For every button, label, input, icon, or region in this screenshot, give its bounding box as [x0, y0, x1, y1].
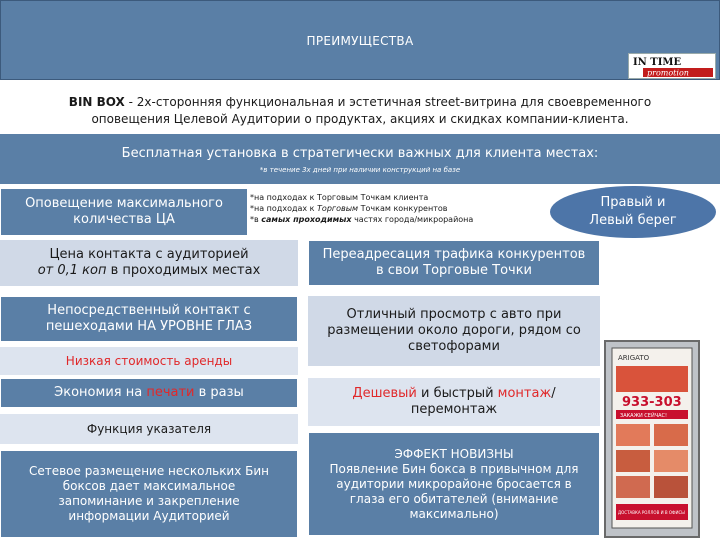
placement-notes — [250, 193, 550, 225]
logo-text-main: IN TIME — [633, 57, 682, 68]
price-line-1: Цена контакта с аудиторией — [49, 246, 249, 262]
redirect-box — [308, 240, 600, 286]
intro-text — [30, 94, 690, 128]
view-text: Отличный просмотр с авто при размещении около дороги, рядом со светофорами — [327, 306, 581, 355]
poster-footer: ДОСТАВКА РОЛЛОВ И В ОФИСЫ — [618, 510, 685, 515]
note-own-stores: *на подходах к Торговым Точкам клиента — [250, 193, 429, 202]
network-text: Сетевое размещение нескольких Бин боксов дает максимальное запоминание и закрепление информации Аудиторией — [28, 464, 270, 523]
install-fast-box — [308, 378, 600, 426]
page-title: ПРЕИМУЩЕСТВА — [306, 34, 414, 48]
novelty-box — [308, 432, 600, 536]
view-box — [308, 296, 600, 366]
note-busy-areas: *в самых проходимых частях города/микрорайона — [250, 214, 474, 224]
notify-box — [0, 188, 248, 236]
poster-brand: ARIGATO — [618, 354, 650, 362]
rent-text: Низкая стоимость аренды — [65, 353, 233, 368]
install-note: *в течение 3х дней при наличии конструкций на базе — [259, 166, 461, 174]
intro-description: - 2х-сторонняя функциональная и эстетичная street-витрина для своевременного оповещения Целевой Аудитории о продуктах, акциях и скидках компании-клиента. — [91, 95, 652, 126]
direct-contact-text: Непосредственный контакт с пешеходами НА УРОВНЕ ГЛАЗ — [45, 302, 253, 334]
poster-phone: 933-303 — [622, 395, 682, 410]
pointer-text: Функция указателя — [86, 421, 212, 436]
poster-graphic — [606, 342, 698, 536]
binbox-photo — [604, 340, 700, 538]
poster-tagline: ЗАКАЖИ СЕЙЧАС! — [620, 413, 668, 419]
note-competitors: *на подходах к Торговым Точкам конкурентов — [250, 203, 448, 213]
install-title: Бесплатная установка в стратегически важных для клиента местах: — [121, 146, 599, 161]
pointer-box — [0, 414, 298, 444]
economy-text: Экономия на печати в разы — [54, 384, 244, 400]
network-box — [0, 450, 298, 538]
river-banks-badge — [550, 186, 716, 238]
rent-box — [0, 347, 298, 375]
notify-text: Оповещение максимального количества ЦА — [25, 195, 223, 227]
brand-name: BIN BOX — [68, 95, 125, 109]
logo-text-sub: promotion — [647, 68, 689, 78]
logo-graphic — [629, 54, 716, 79]
badge-line-1: Правый и — [600, 195, 666, 211]
economy-box — [0, 378, 298, 408]
install-fast-text: Дешевый и быстрый монтаж/перемонтаж — [352, 385, 556, 417]
badge-line-2: Левый берег — [589, 213, 677, 228]
price-line-2: от 0,1 коп в проходимых местах — [37, 263, 261, 278]
redirect-text: Переадресация трафика конкурентов в свои Торговые Точки — [322, 246, 586, 278]
company-logo — [628, 53, 716, 79]
novelty-text: Появление Бин бокса в привычном для аудитории микрорайоне бросается в глаза его обитателей (внимание максимально) — [329, 461, 579, 521]
direct-contact-box — [0, 296, 298, 342]
novelty-title: ЭФФЕКТ НОВИЗНЫ — [394, 446, 514, 461]
price-box — [0, 240, 298, 286]
